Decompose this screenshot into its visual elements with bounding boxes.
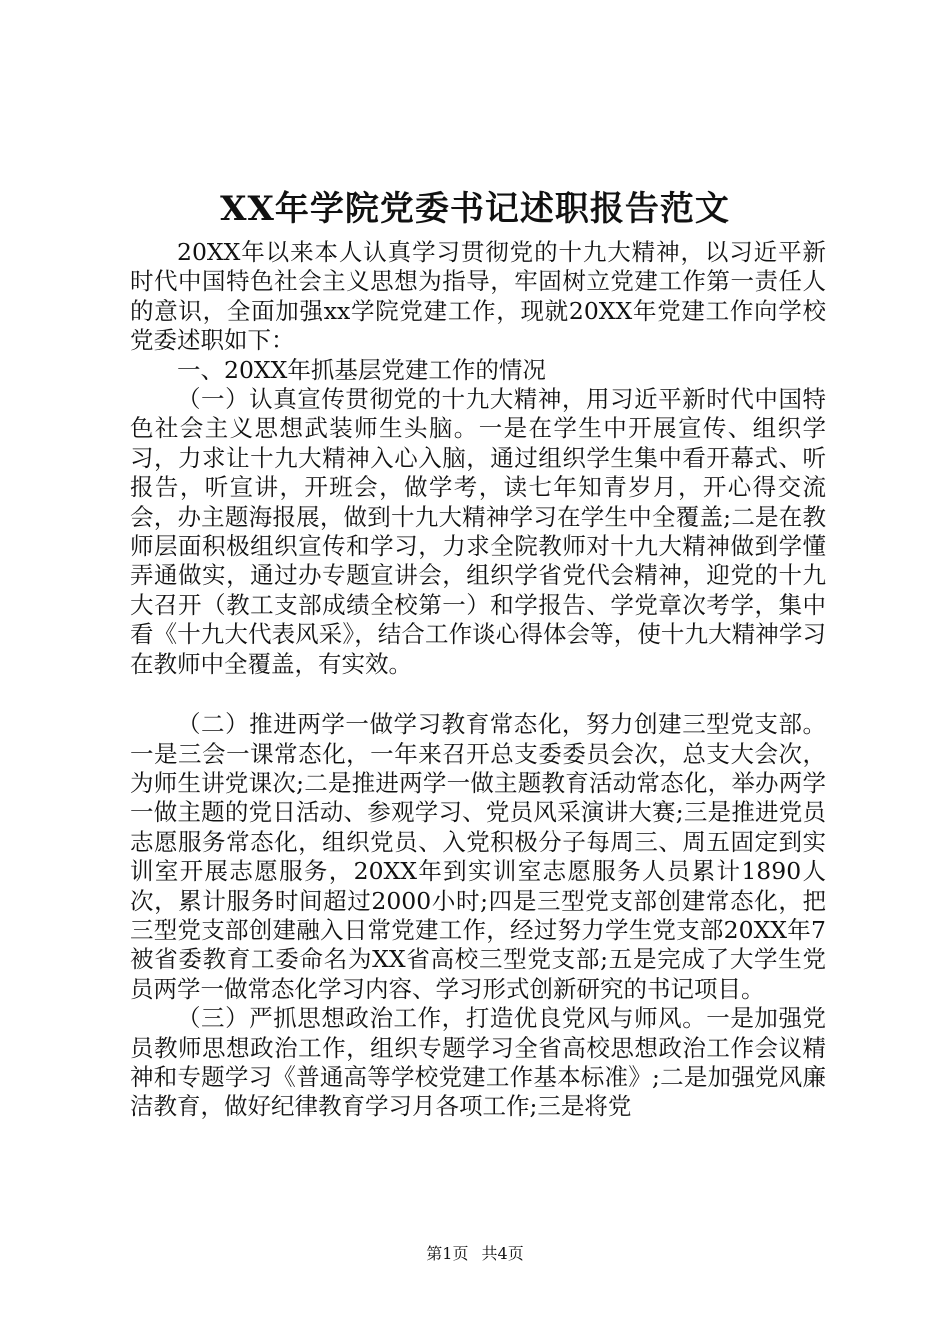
page-total: 共4页 xyxy=(481,1244,524,1263)
paragraph-gap xyxy=(130,679,826,710)
intro-paragraph: 20XX年以来本人认真学习贯彻党的十九大精神，以习近平新时代中国特色社会主义思想为指导，牢固树立党建工作第一责任人的意识，全面加强xx学院党建工作，现就20XX年党建工作向学校党委述职如下： xyxy=(130,238,826,355)
page-footer xyxy=(0,1244,950,1264)
document-body xyxy=(130,238,826,1122)
document-title: XX年学院党委书记述职报告范文 xyxy=(220,189,730,229)
subsection-paragraph-1: （一）认真宣传贯彻党的十九大精神，用习近平新时代中国特色社会主义思想武装师生头脑。一是在学生中开展宣传、组织学习，力求让十九大精神入心入脑，通过组织学生集中看开幕式、听报告，听宣讲，开班会，做学考，读七年知青岁月，开心得交流会，办主题海报展，做到十九大精神学习在学生中全覆盖;二是在教师层面积极组织宣传和学习，力求全院教师对十九大精神做到学懂弄通做实，通过办专题宣讲会，组织学省党代会精神，迎党的十九大召开（教工支部成绩全校第一）和学报告、学党章次考学，集中看《十九大代表风采》，结合工作谈心得体会等，使十九大精神学习在教师中全覆盖，有实效。 xyxy=(130,385,826,678)
page-number: 第1页 xyxy=(426,1244,469,1263)
section-heading: 一、20XX年抓基层党建工作的情况 xyxy=(177,355,546,384)
subsection-paragraph-2: （二）推进两学一做学习教育常态化，努力创建三型党支部。一是三会一课常态化，一年来召开总支委委员会次，总支大会次，为师生讲党课次;二是推进两学一做主题教育活动常态化，举办两学一做主题的党日活动、参观学习、党员风采演讲大赛;三是推进党员志愿服务常态化，组织党员、入党积极分子每周三、周五固定到实训室开展志愿服务，20XX年到实训室志愿服务人员累计1890人次，累计服务时间超过2000小时;四是三型党支部创建常态化，把三型党支部创建融入日常党建工作，经过努力学生党支部20XX年7被省委教育工委命名为XX省高校三型党支部;五是完成了大学生党员两学一做常态化学习内容、学习形式创新研究的书记项目。 xyxy=(130,710,826,1003)
subsection-paragraph-3: （三）严抓思想政治工作，打造优良党风与师风。一是加强党员教师思想政治工作，组织专题学习全省高校思想政治工作会议精神和专题学习《普通高等学校党建工作基本标准》;二是加强党风廉洁教育，做好纪律教育学习月各项工作;三是将党 xyxy=(130,1004,826,1121)
